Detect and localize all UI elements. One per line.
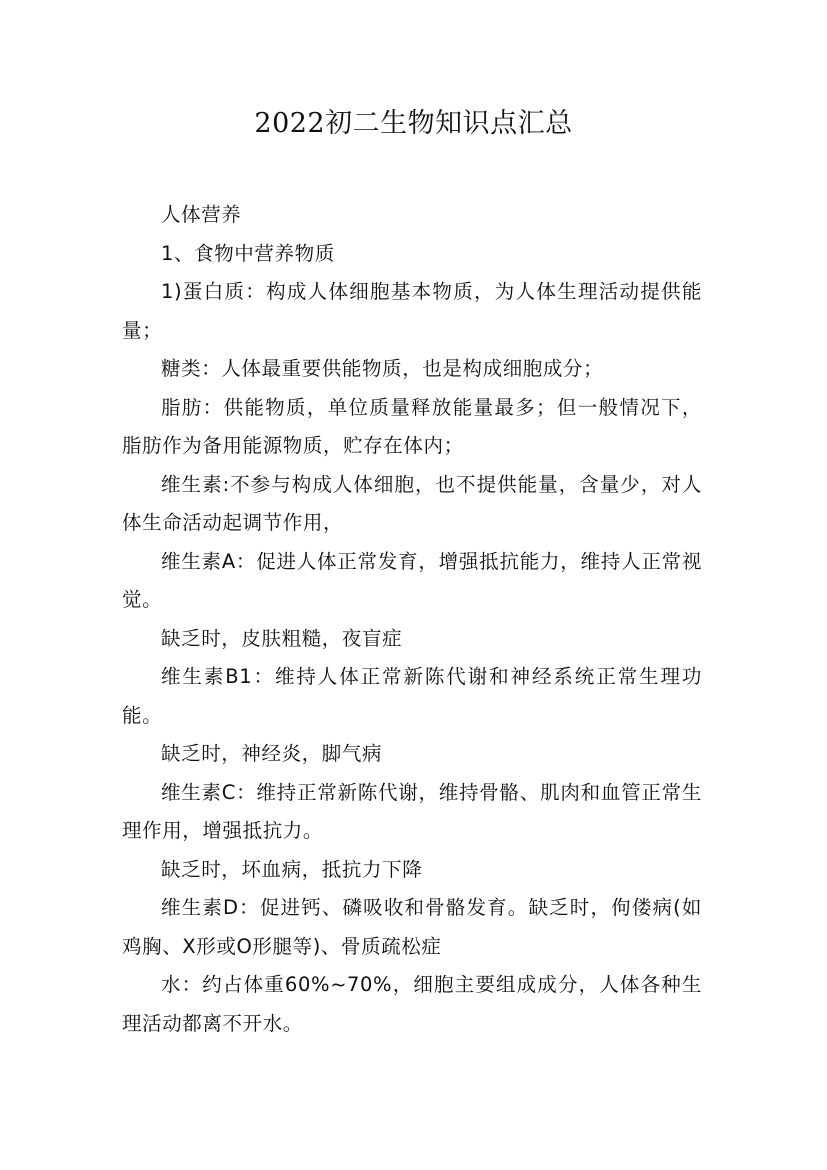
paragraph: 维生素:不参与构成人体细胞，也不提供能量，含量少，对人体生命活动起调节作用，: [122, 472, 702, 534]
paragraph: 糖类：人体最重要供能物质，也是构成细胞成分；: [161, 357, 604, 380]
paragraph: 维生素D：促进钙、磷吸收和骨骼发育。缺乏时，佝偻病(如鸡胸、X形或O形腿等)、骨质疏松症: [122, 896, 702, 958]
paragraph: 维生素A：促进人体正常发育，增强抵抗能力，维持人正常视觉。: [122, 549, 702, 611]
paragraph: 水：约占体重60%~70%，细胞主要组成成分，人体各种生理活动都离不开水。: [122, 973, 702, 1035]
paragraph: 维生素C：维持正常新陈代谢，维持骨骼、肌肉和血管正常生理作用，增强抵抗力。: [122, 780, 702, 842]
paragraph: 缺乏时，皮肤粗糙，夜盲症: [161, 626, 403, 650]
document-body: [122, 196, 702, 1043]
paragraph: 1)蛋白质：构成人体细胞基本物质，为人体生理活动提供能量；: [122, 280, 702, 342]
paragraph: 维生素B1：维持人体正常新陈代谢和神经系统正常生理功能。: [122, 665, 702, 727]
paragraph: 脂肪：供能物质，单位质量释放能量最多；但一般情况下，脂肪作为备用能源物质，贮存在体内；: [122, 395, 702, 457]
paragraph: 人体营养: [161, 203, 242, 226]
document-title: 2022初二生物知识点汇总: [254, 108, 573, 139]
paragraph: 缺乏时，坏血病，抵抗力下降: [161, 857, 423, 881]
paragraph: 缺乏时，神经炎，脚气病: [161, 742, 383, 765]
paragraph: 1、食物中营养物质: [161, 241, 335, 265]
